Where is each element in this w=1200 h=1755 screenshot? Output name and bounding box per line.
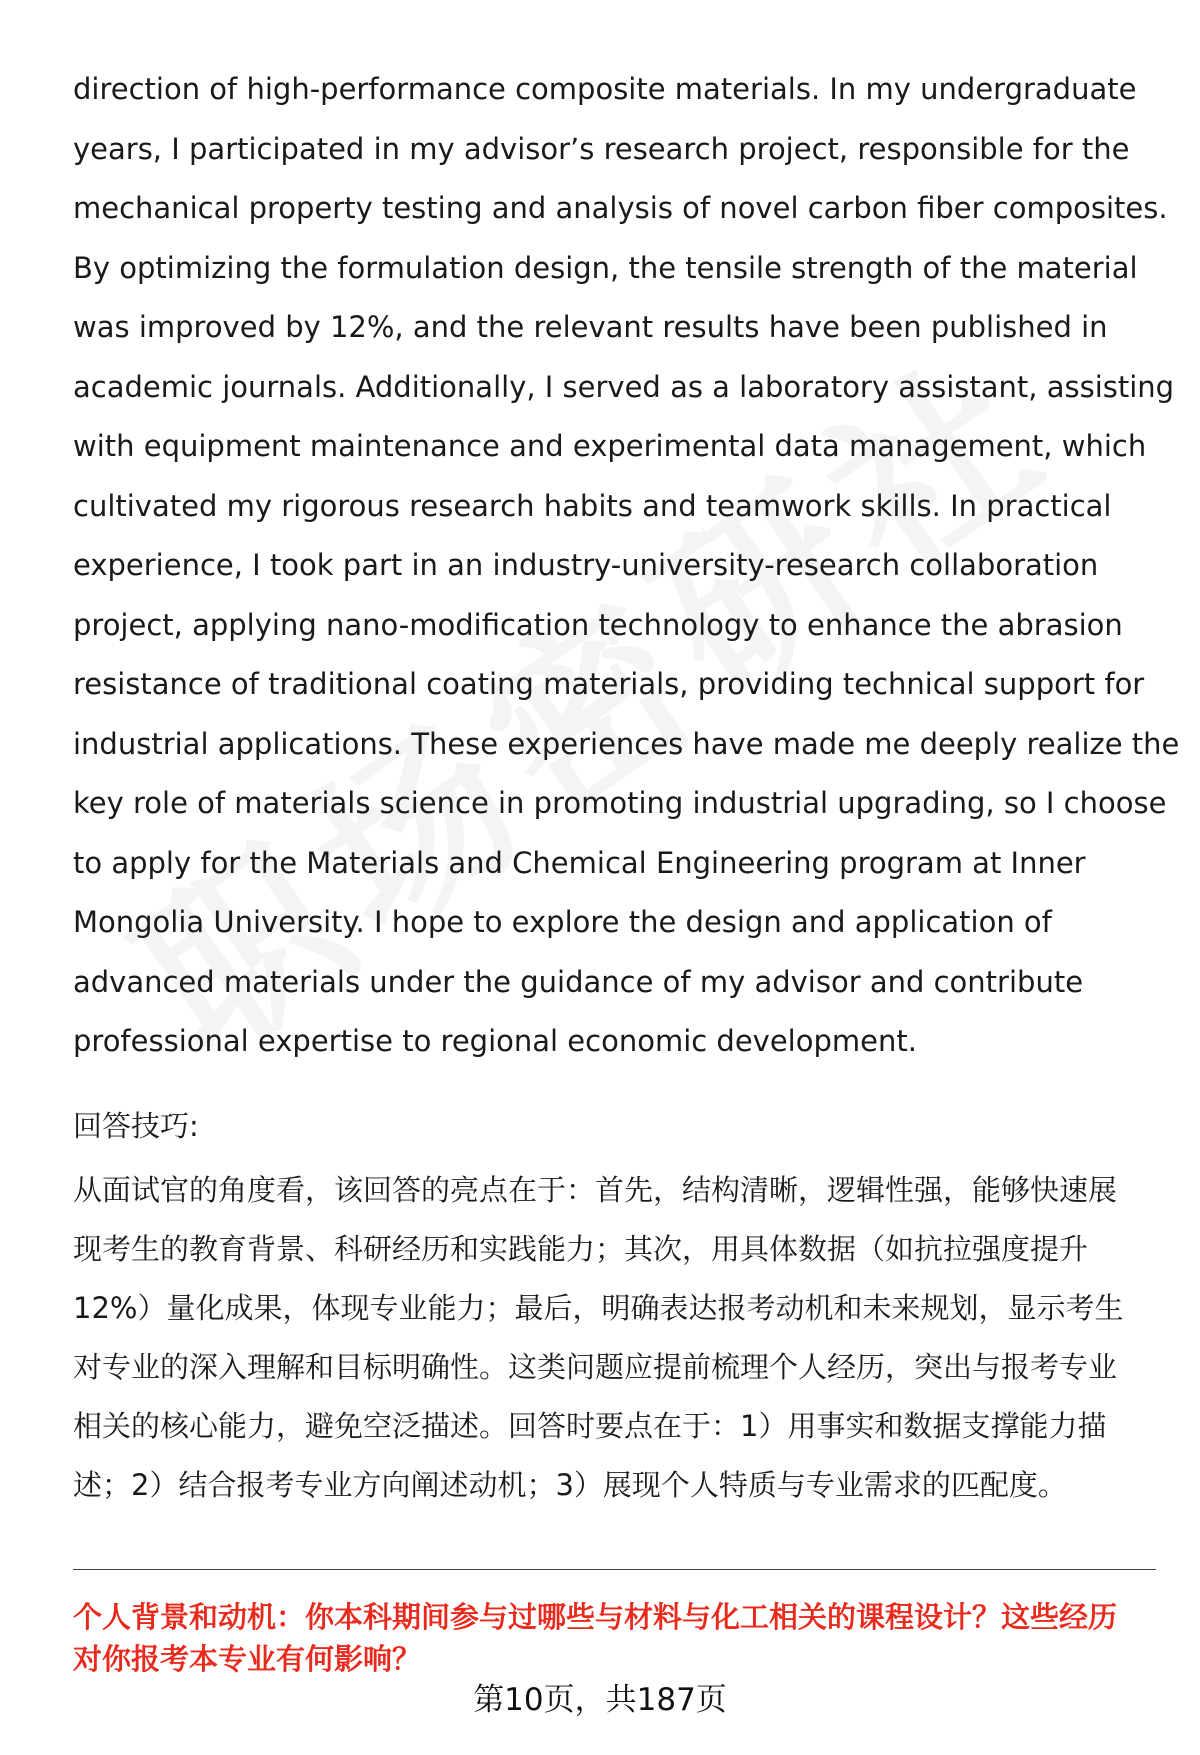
- tips-line: 述；2）结合报考专业方向阐述动机；3）展现个人特质与专业需求的匹配度。: [73, 1468, 1067, 1502]
- answer-line: project, applying nano-modification technology to enhance the abrasion: [73, 607, 1123, 642]
- tips-line: 对专业的深入理解和目标明确性。这类问题应提前梳理个人经历，突出与报考专业: [73, 1350, 1118, 1384]
- tips-line: 现考生的教育背景、科研经历和实践能力；其次，用具体数据（如抗拉强度提升: [73, 1232, 1089, 1266]
- next-question-line: 对你报考本专业有何影响？: [73, 1642, 422, 1676]
- page-number: 第10页，共187页: [473, 1682, 727, 1718]
- next-question-heading: [73, 1596, 1163, 1680]
- answer-line: academic journals. Additionally, I served as a laboratory assistant, assisting: [73, 369, 1175, 404]
- tips-line: 从面试官的角度看，该回答的亮点在于：首先，结构清晰，逻辑性强，能够快速展: [73, 1173, 1118, 1207]
- answer-line: experience, I took part in an industry-university-research collaboration: [73, 548, 1099, 582]
- answer-line: advanced materials under the guidance of my advisor and contribute: [73, 964, 1084, 999]
- answer-line: direction of high-performance composite materials. In my undergraduate: [73, 72, 1137, 106]
- answer-line: industrial applications. These experiences have made me deeply realize the: [73, 726, 1180, 761]
- answer-line: mechanical property testing and analysis of novel carbon fiber composites.: [73, 191, 1168, 225]
- answer-line: was improved by 12%, and the relevant results have been published in: [73, 310, 1108, 344]
- answer-line: By optimizing the formulation design, the tensile strength of the material: [73, 250, 1138, 285]
- answer-line: to apply for the Materials and Chemical Engineering program at Inner: [73, 845, 1086, 880]
- answer-line: professional expertise to regional economic development.: [73, 1024, 917, 1058]
- answer-paragraph: [73, 60, 1180, 1072]
- tips-line: 相关的核心能力，避免空泛描述。回答时要点在于：1）用事实和数据支撑能力描: [73, 1409, 1107, 1443]
- tips-heading: 回答技巧:: [73, 1109, 199, 1143]
- answer-line: years, I participated in my advisor’s research project, responsible for the: [73, 131, 1130, 166]
- section-divider: [73, 1569, 1156, 1570]
- answer-line: key role of materials science in promoting industrial upgrading, so I choose: [73, 786, 1167, 820]
- tips-line: 12%）量化成果，体现专业能力；最后，明确表达报考动机和未来规划，显示考生: [73, 1291, 1124, 1325]
- answer-line: cultivated my rigorous research habits and teamwork skills. In practical: [73, 488, 1112, 523]
- tips-paragraph: [73, 1161, 1153, 1515]
- answer-line: Mongolia University. I hope to explore the design and application of: [73, 905, 1052, 939]
- next-question-line: 个人背景和动机：你本科期间参与过哪些与材料与化工相关的课程设计？这些经历: [73, 1600, 1118, 1634]
- answer-line: with equipment maintenance and experimental data management, which: [73, 429, 1147, 463]
- answer-line: resistance of traditional coating materials, providing technical support for: [73, 667, 1145, 701]
